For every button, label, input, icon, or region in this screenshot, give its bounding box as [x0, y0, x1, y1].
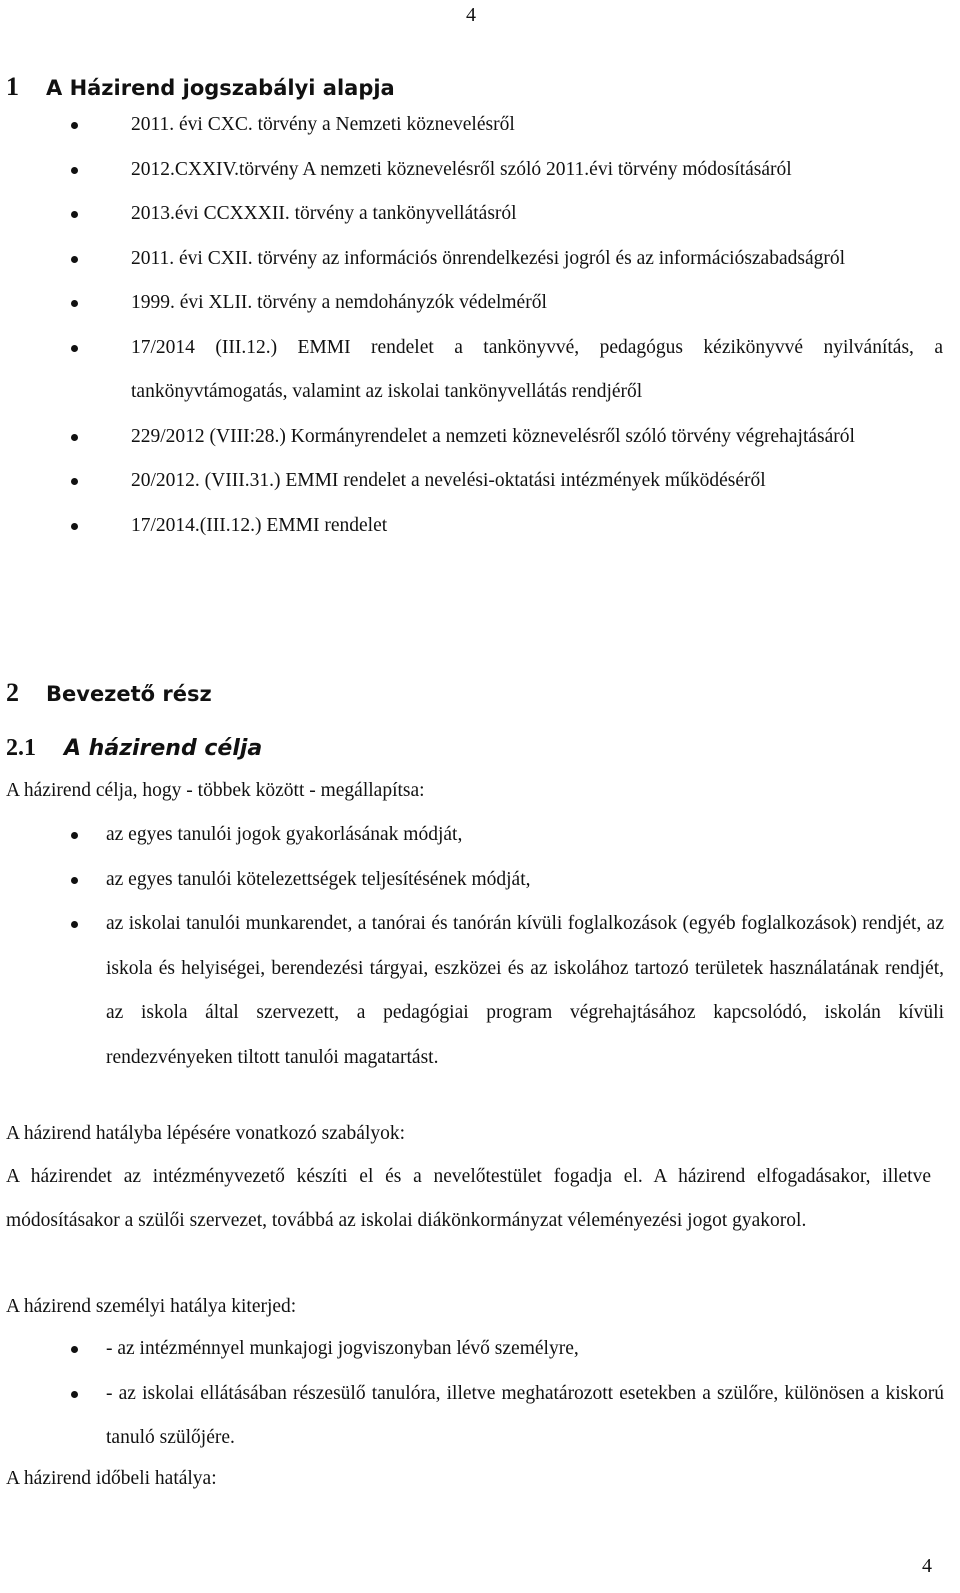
- section-1-number: 1: [6, 72, 19, 101]
- list-item: - az iskolai ellátásában részesülő tanulóra, illetve meghatározott esetekben a szülőre, különösen a kiskorú tanuló szülőjére.: [106, 1372, 944, 1461]
- list-item: 17/2014.(III.12.) EMMI rendelet: [131, 504, 943, 549]
- hatalyba-heading: A házirend hatályba lépésére vonatkozó szabályok:: [6, 1123, 406, 1144]
- hatalyba-text: A házirendet az intézményvezető készíti el és a nevelőtestület fogadja el. A házirend elfogadásakor, illetve módosításakor a szülői szervezet, továbbá az iskolai diákönkormányzat véleményezési jogot gyakorol.: [6, 1166, 931, 1231]
- page-number-top: 4: [466, 4, 476, 26]
- list-item: - az intézménnyel munkajogi jogviszonyban lévő személyre,: [106, 1327, 944, 1372]
- page-number-bottom: 4: [922, 1555, 932, 1577]
- section-2-heading: [6, 678, 212, 708]
- list-item: 2011. évi CXII. törvény az információs önrendelkezési jogról és az információszabadságról: [131, 237, 943, 282]
- section-2-number: 2: [6, 678, 19, 707]
- list-item: az egyes tanulói jogok gyakorlásának módját,: [106, 813, 944, 858]
- idobeli-heading: A házirend időbeli hatálya:: [6, 1468, 217, 1489]
- list-item: 2012.CXXIV.törvény A nemzeti köznevelésről szóló 2011.évi törvény módosításáról: [131, 148, 943, 193]
- szemelyi-list: [106, 1327, 944, 1461]
- list-item: az iskolai tanulói munkarendet, a tanórai és tanórán kívüli foglalkozások (egyéb foglalkozások) rendjét, az iskola és helyiségei, berendezési tárgyai, eszközei és az iskolához tartozó területek használatának rendjét, az iskola által szervezett, a pedagógiai program végrehajtásához kapcsolódó, iskolán kívüli rendezvényeken tiltott tanulói magatartást.: [106, 902, 944, 1080]
- szemelyi-heading: A házirend személyi hatálya kiterjed:: [6, 1296, 297, 1317]
- legal-basis-list: [131, 103, 943, 548]
- list-item: 2011. évi CXC. törvény a Nemzeti köznevelésről: [131, 103, 943, 148]
- list-item: 1999. évi XLII. törvény a nemdohányzók védelméről: [131, 281, 943, 326]
- section-1-heading: [6, 72, 395, 102]
- purpose-list: [106, 813, 944, 1080]
- list-item: 20/2012. (VIII.31.) EMMI rendelet a nevelési-oktatási intézmények működéséről: [131, 459, 943, 504]
- section-2-1-title: A házirend célja: [64, 736, 263, 761]
- list-item: 2013.évi CCXXXII. törvény a tankönyvellátásról: [131, 192, 943, 237]
- list-item: 229/2012 (VIII:28.) Kormányrendelet a nemzeti köznevelésről szóló törvény végrehajtásáról: [131, 415, 943, 460]
- list-item: az egyes tanulói kötelezettségek teljesítésének módját,: [106, 858, 944, 903]
- section-2-1-number: 2.1: [6, 735, 36, 761]
- section-2-1-heading: [6, 735, 262, 762]
- section-1-title: A Házirend jogszabályi alapja: [46, 76, 395, 100]
- section-2-title: Bevezető rész: [46, 682, 212, 706]
- purpose-intro: A házirend célja, hogy - többek között - megállapítsa:: [6, 780, 425, 801]
- list-item: 17/2014 (III.12.) EMMI rendelet a tankönyvvé, pedagógus kézikönyvvé nyilvánítás, a tankönyvtámogatás, valamint az iskolai tankönyvellátás rendjéről: [131, 326, 943, 415]
